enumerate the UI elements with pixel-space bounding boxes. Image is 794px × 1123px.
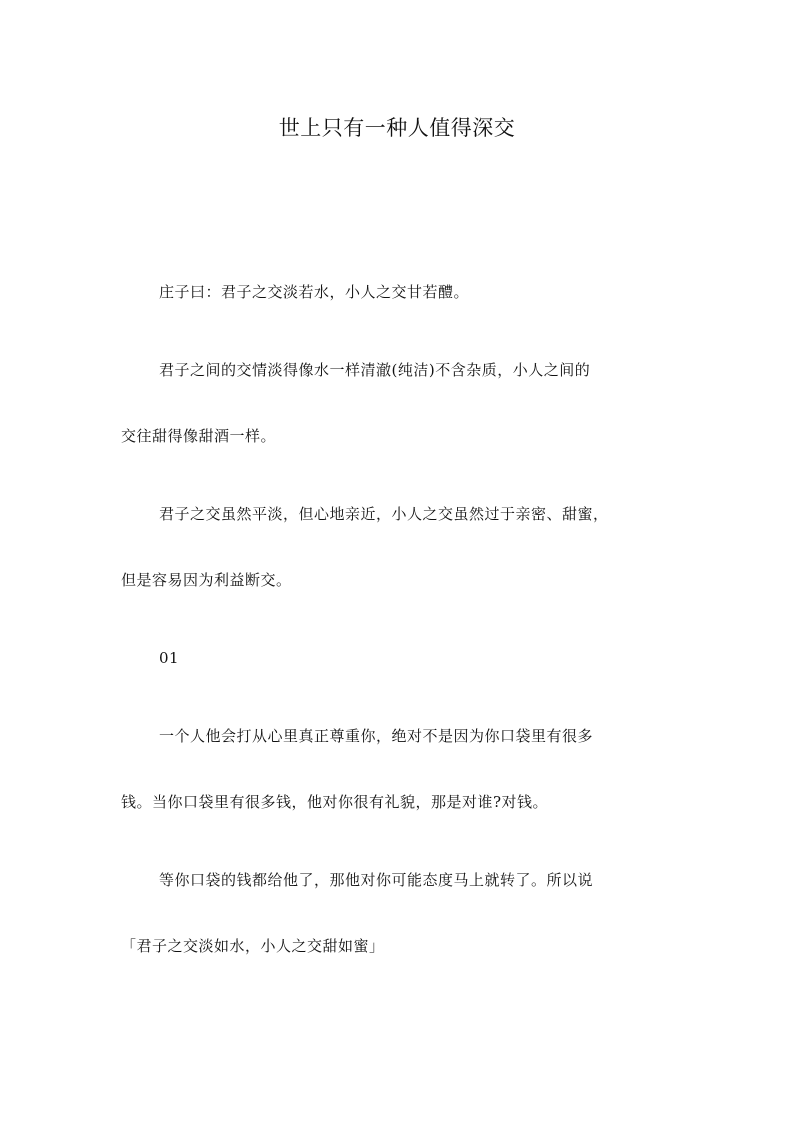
paragraph-line-8: 等你口袋的钱都给他了，那他对你可能态度马上就转了。所以说 [159,871,594,889]
paragraph-line-1: 庄子曰：君子之交淡若水，小人之交甘若醴。 [159,283,470,301]
section-number: 01 [159,649,180,667]
paragraph-line-7: 钱。当你口袋里有很多钱，他对你很有礼貌，那是对谁?对钱。 [121,793,549,811]
paragraph-line-4: 君子之交虽然平淡，但心地亲近，小人之交虽然过于亲密、甜蜜， [159,505,609,523]
paragraph-line-9: 「君子之交淡如水，小人之交甜如蜜」 [121,937,385,955]
paragraph-line-3: 交往甜得像甜酒一样。 [121,427,277,445]
document-title: 世上只有一种人值得深交 [278,116,516,140]
paragraph-line-2: 君子之间的交情淡得像水一样清澈(纯洁)不含杂质，小人之间的 [159,361,591,379]
paragraph-line-5: 但是容易因为利益断交。 [121,571,292,589]
paragraph-line-6: 一个人他会打从心里真正尊重你，绝对不是因为你口袋里有很多 [159,727,594,745]
